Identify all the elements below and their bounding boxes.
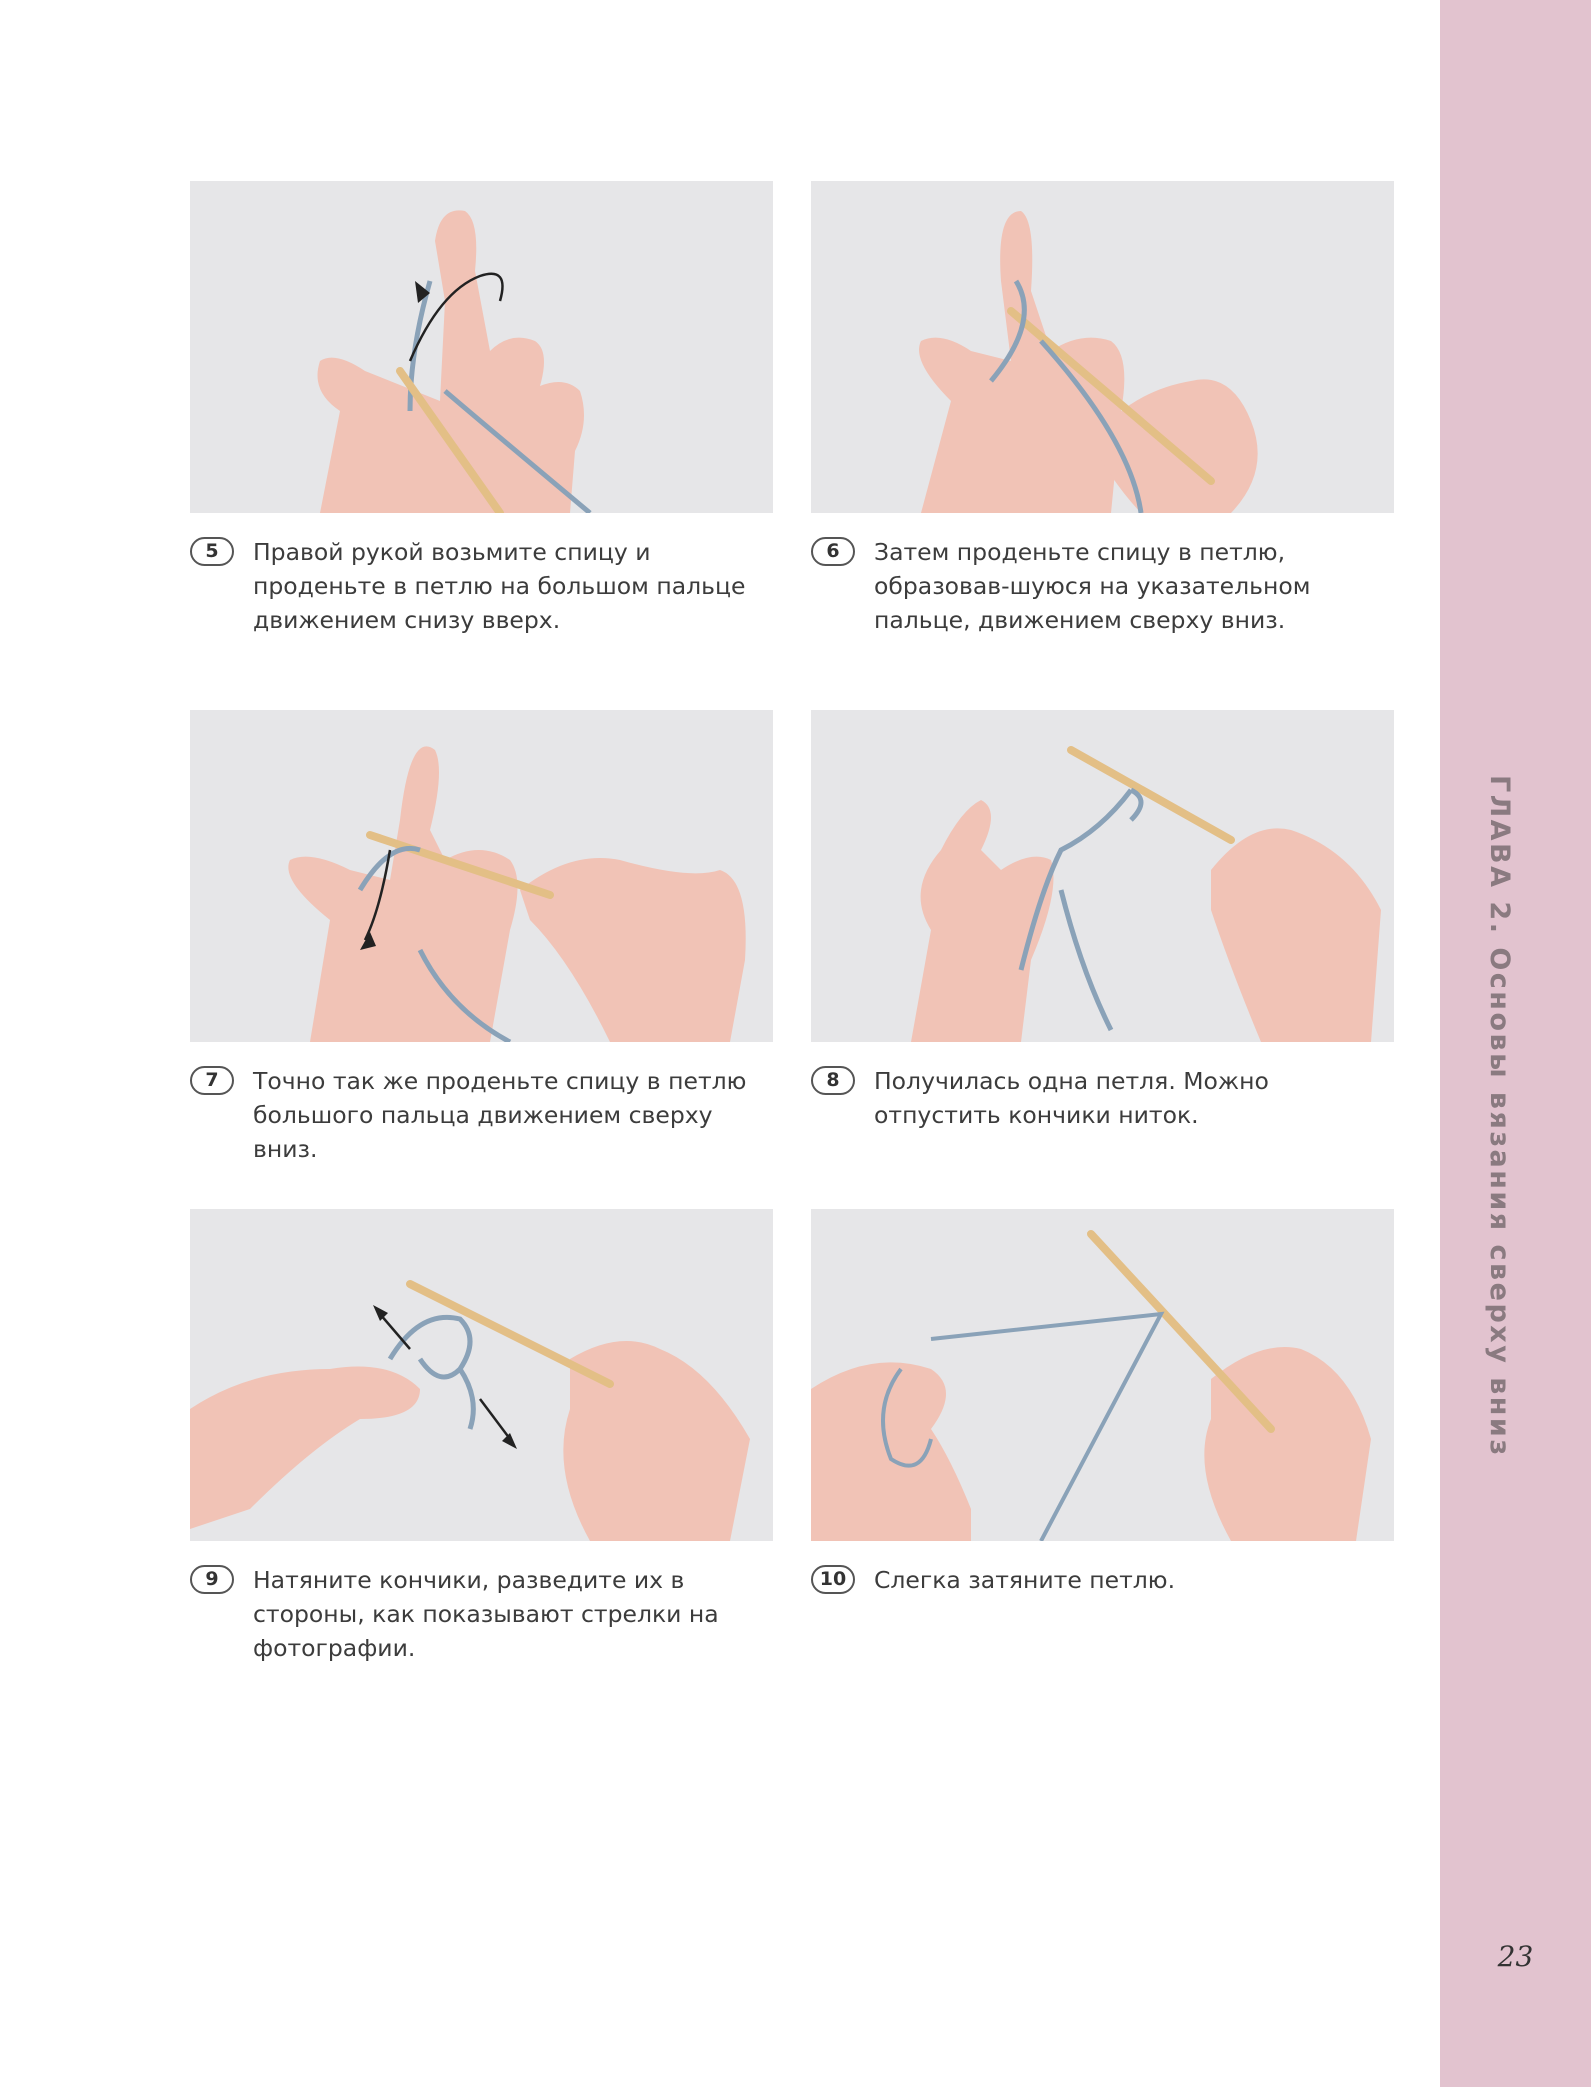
step-6-text: Затем проденьте спицу в петлю, образовав-шуюся на указательном пальце, движением сверху вниз. <box>874 538 1311 634</box>
step-5 <box>190 181 773 637</box>
step-5-photo <box>190 181 773 513</box>
chapter-title: ГЛАВА 2. Основы вязания сверху вниз <box>1484 775 1515 1458</box>
step-6-photo <box>811 181 1394 513</box>
page-number: 23 <box>1497 1940 1534 1973</box>
chapter-sidebar <box>1440 0 1591 2087</box>
step-9 <box>190 1209 773 1665</box>
step-10-photo <box>811 1209 1394 1541</box>
step-9-text: Натяните кончики, разведите их в стороны, как показывают стрелки на фотографии. <box>253 1566 719 1662</box>
step-8-photo <box>811 710 1394 1042</box>
step-10-number: 10 <box>811 1565 855 1594</box>
step-10 <box>811 1209 1394 1597</box>
step-5-text: Правой рукой возьмите спицу и проденьте в петлю на большом пальце движением снизу вверх. <box>253 538 746 634</box>
step-8 <box>811 710 1394 1132</box>
step-8-number: 8 <box>811 1066 855 1095</box>
step-10-text: Слегка затяните петлю. <box>874 1566 1176 1594</box>
step-9-photo <box>190 1209 773 1541</box>
step-6-number: 6 <box>811 537 855 566</box>
step-8-text: Получилась одна петля. Можно отпустить кончики ниток. <box>874 1067 1269 1129</box>
step-6 <box>811 181 1394 637</box>
step-7-text: Точно так же проденьте спицу в петлю большого пальца движением сверху вниз. <box>253 1067 747 1163</box>
step-7-photo <box>190 710 773 1042</box>
step-5-number: 5 <box>190 537 234 566</box>
step-7-number: 7 <box>190 1066 234 1095</box>
step-9-number: 9 <box>190 1565 234 1594</box>
step-7 <box>190 710 773 1166</box>
